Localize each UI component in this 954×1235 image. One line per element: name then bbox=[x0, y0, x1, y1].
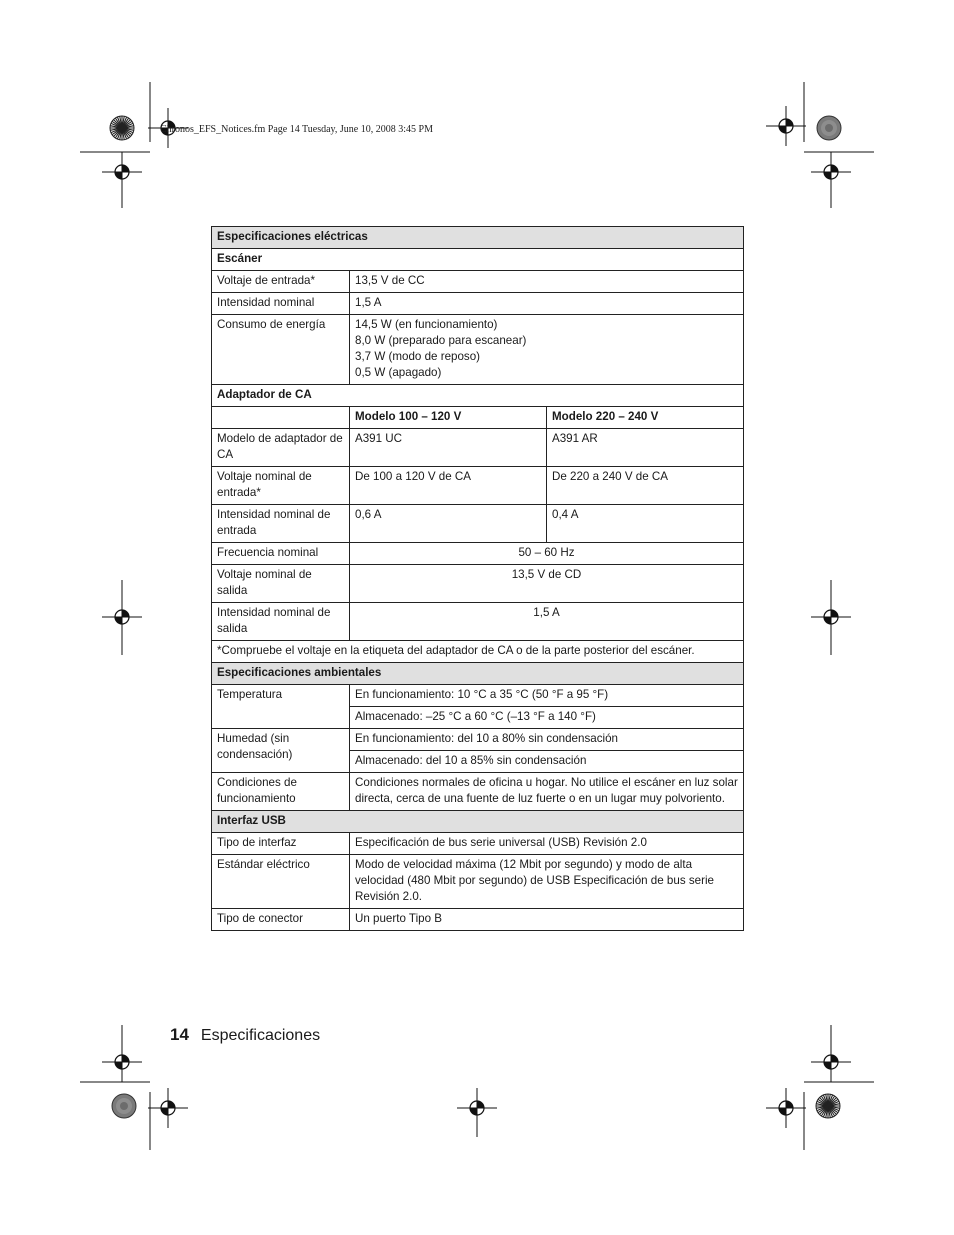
power-consumption-values bbox=[350, 315, 744, 385]
row-value: 0,6 A bbox=[350, 505, 547, 543]
row-label: Estándar eléctrico bbox=[212, 855, 350, 909]
power-line: 14,5 W (en funcionamiento) bbox=[355, 318, 498, 331]
row-label: Humedad (sin condensación) bbox=[212, 729, 350, 773]
row-value: 1,5 A bbox=[350, 293, 744, 315]
document-slug: Chronos_EFS_Notices.fm Page 14 Tuesday, June 10, 2008 3:45 PM bbox=[160, 124, 433, 135]
row-value: 0,4 A bbox=[547, 505, 744, 543]
row-value: Especificación de bus serie universal (USB) Revisión 2.0 bbox=[350, 833, 744, 855]
table-row bbox=[212, 543, 744, 565]
row-value: A391 UC bbox=[350, 429, 547, 467]
row-value: 13,5 V de CC bbox=[350, 271, 744, 293]
table-row bbox=[212, 293, 744, 315]
row-value: A391 AR bbox=[547, 429, 744, 467]
row-label: Tipo de interfaz bbox=[212, 833, 350, 855]
row-label: Consumo de energía bbox=[212, 315, 350, 385]
power-line: 3,7 W (modo de reposo) bbox=[355, 350, 481, 363]
adapter-column-headers bbox=[212, 407, 744, 429]
table-row bbox=[212, 565, 744, 603]
row-value: 50 – 60 Hz bbox=[350, 543, 744, 565]
row-label: Condiciones de funcionamiento bbox=[212, 773, 350, 811]
row-value: De 100 a 120 V de CA bbox=[350, 467, 547, 505]
table-row bbox=[212, 429, 744, 467]
table-row bbox=[212, 855, 744, 909]
row-value: Almacenado: del 10 a 85% sin condensación bbox=[350, 751, 744, 773]
table-row bbox=[212, 909, 744, 931]
row-label: Intensidad nominal de salida bbox=[212, 603, 350, 641]
row-value: Almacenado: –25 °C a 60 °C (–13 °F a 140 °F) bbox=[350, 707, 744, 729]
blank-cell bbox=[212, 407, 350, 429]
power-line: 8,0 W (preparado para escanear) bbox=[355, 334, 527, 347]
row-value: Modo de velocidad máxima (12 Mbit por segundo) y modo de alta velocidad (480 Mbit por segundo) de USB Especificación de bus serie Revisión 2.0. bbox=[350, 855, 744, 909]
page-footer bbox=[170, 1025, 320, 1045]
environmental-header: Especificaciones ambientales bbox=[212, 663, 744, 685]
row-label: Voltaje nominal de salida bbox=[212, 565, 350, 603]
specifications-table bbox=[211, 226, 744, 931]
column-header: Modelo 220 – 240 V bbox=[547, 407, 744, 429]
row-value: Un puerto Tipo B bbox=[350, 909, 744, 931]
row-label: Intensidad nominal bbox=[212, 293, 350, 315]
top-right-marks bbox=[766, 82, 874, 208]
page-number: 14 bbox=[170, 1025, 189, 1044]
adapter-header: Adaptador de CA bbox=[212, 385, 744, 407]
row-value: 1,5 A bbox=[350, 603, 744, 641]
row-value: Condiciones normales de oficina u hogar. No utilice el escáner en luz solar directa, cerca de una fuente de luz fuerte o en un lugar muy polvoriento. bbox=[350, 773, 744, 811]
row-label: Voltaje nominal de entrada* bbox=[212, 467, 350, 505]
usb-header: Interfaz USB bbox=[212, 811, 744, 833]
table-row bbox=[212, 271, 744, 293]
bottom-right-marks bbox=[766, 1025, 874, 1150]
row-value: 13,5 V de CD bbox=[350, 565, 744, 603]
row-label: Tipo de conector bbox=[212, 909, 350, 931]
table-row bbox=[212, 505, 744, 543]
table-row bbox=[212, 773, 744, 811]
table-row bbox=[212, 315, 744, 385]
row-label: Modelo de adaptador de CA bbox=[212, 429, 350, 467]
table-row bbox=[212, 467, 744, 505]
top-left-marks bbox=[80, 82, 188, 208]
section-title: Especificaciones bbox=[200, 1027, 321, 1044]
electrical-header: Especificaciones eléctricas bbox=[212, 227, 744, 249]
table-row bbox=[212, 685, 744, 707]
row-label: Temperatura bbox=[212, 685, 350, 729]
row-value: En funcionamiento: del 10 a 80% sin condensación bbox=[350, 729, 744, 751]
row-label: Frecuencia nominal bbox=[212, 543, 350, 565]
voltage-footnote: *Compruebe el voltaje en la etiqueta del adaptador de CA o de la parte posterior del escáner. bbox=[212, 641, 744, 663]
row-value: En funcionamiento: 10 °C a 35 °C (50 °F a 95 °F) bbox=[350, 685, 744, 707]
table-row bbox=[212, 833, 744, 855]
table-row bbox=[212, 729, 744, 751]
row-label: Intensidad nominal de entrada bbox=[212, 505, 350, 543]
table-row bbox=[212, 603, 744, 641]
row-label: Voltaje de entrada* bbox=[212, 271, 350, 293]
column-header: Modelo 100 – 120 V bbox=[350, 407, 547, 429]
power-line: 0,5 W (apagado) bbox=[355, 366, 442, 379]
scanner-header: Escáner bbox=[212, 249, 744, 271]
row-value: De 220 a 240 V de CA bbox=[547, 467, 744, 505]
